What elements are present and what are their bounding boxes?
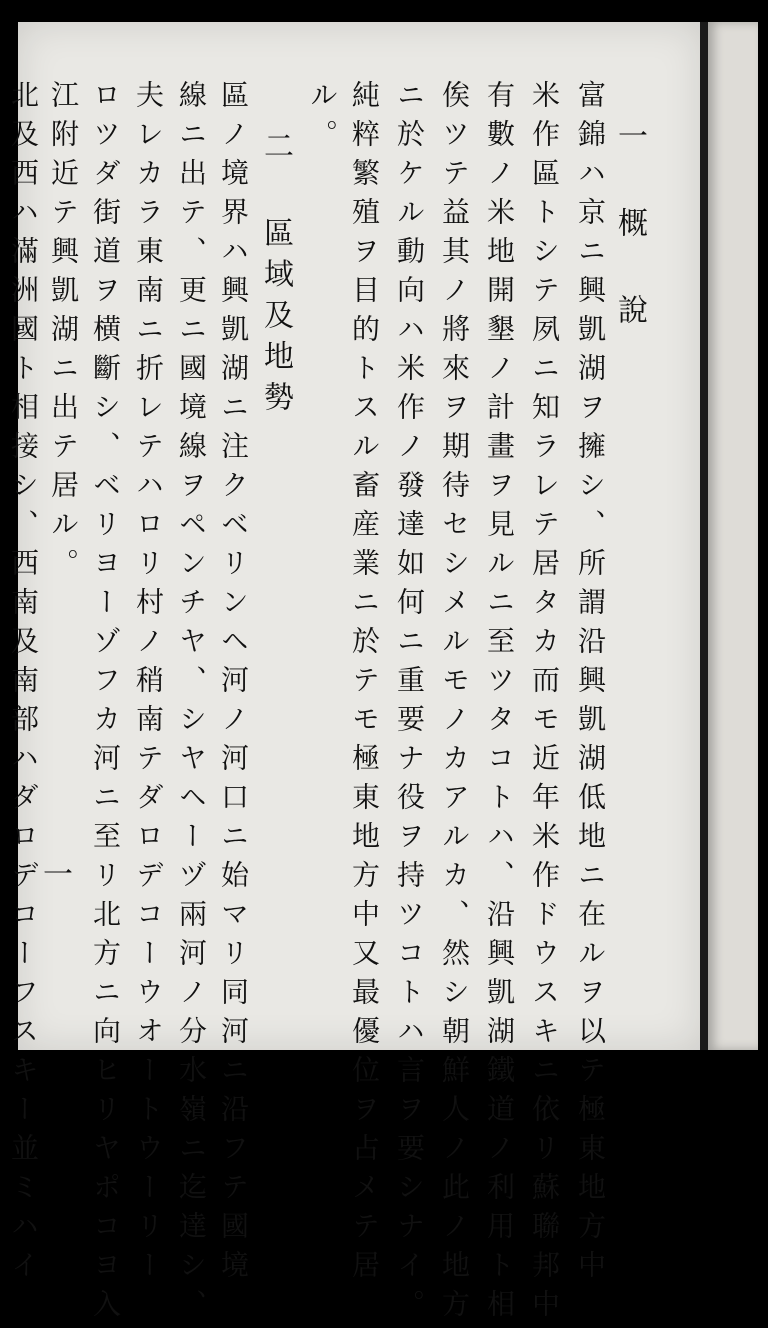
section1-heading: 一 概 說 xyxy=(612,120,647,335)
text-line: 江附近テ興凱湖ニ出テ居ル。 xyxy=(47,80,80,587)
text-line: 區ノ境界ハ興凱湖ニ注クベリンヘ河ノ河口ニ始マリ同河ニ沿フテ國境 xyxy=(217,80,250,1289)
text-line: 有數ノ米地開墾ノ計畫ヲ見ルニ至ツタコトハ、沿興凱湖鐵道ノ利用ト相 xyxy=(483,80,516,1328)
page-number: 一 xyxy=(37,858,72,888)
text-line: 俟ツテ益其ノ將來ヲ期待セシメルモノカアルカ、然シ朝鮮人ノ此ノ地方 xyxy=(438,80,471,1328)
text-line: 北及西ハ滿洲國ト相接シ、西南及南部ハダロデコーフスキー並ミハイ xyxy=(7,80,40,1289)
facing-page-edge xyxy=(708,22,758,1050)
text-line: 夫レカラ東南ニ折レテハロリ村ノ稍南テダロデコーウオートウーリー xyxy=(132,80,165,1289)
section2-heading: 二 區域及地勢 xyxy=(258,130,293,422)
text-line: 線ニ出テ、更ニ國境線ヲペンチヤ、シヤヘーヅ兩河ノ分水嶺ニ迄達シ、 xyxy=(175,80,208,1328)
text-line: ロツダ街道ヲ横斷シ、ベリヨーゾフカ河ニ至リ北方ニ向ヒリヤポコヨ入 xyxy=(89,80,122,1328)
book-spine xyxy=(700,22,708,1050)
text-line: 米作區トシテ夙ニ知ラレテ居タカ而モ近年米作ドウスキニ依リ蘇聯邦中 xyxy=(528,80,561,1328)
text-line: ニ於ケル動向ハ米作ノ發達如何ニ重要ナ役ヲ持ツコトハ言ヲ要シナイ。 xyxy=(393,80,426,1328)
text-line: ル。 xyxy=(306,80,339,158)
text-line: 純粹繁殖ヲ目的トスル畜産業ニ於テモ極東地方中又最優位ヲ占メテ居 xyxy=(348,80,381,1289)
text-line: 富錦ハ京ニ興凱湖ヲ擁シ、所謂沿興凱湖低地ニ在ルヲ以テ極東地方中 xyxy=(574,80,607,1289)
